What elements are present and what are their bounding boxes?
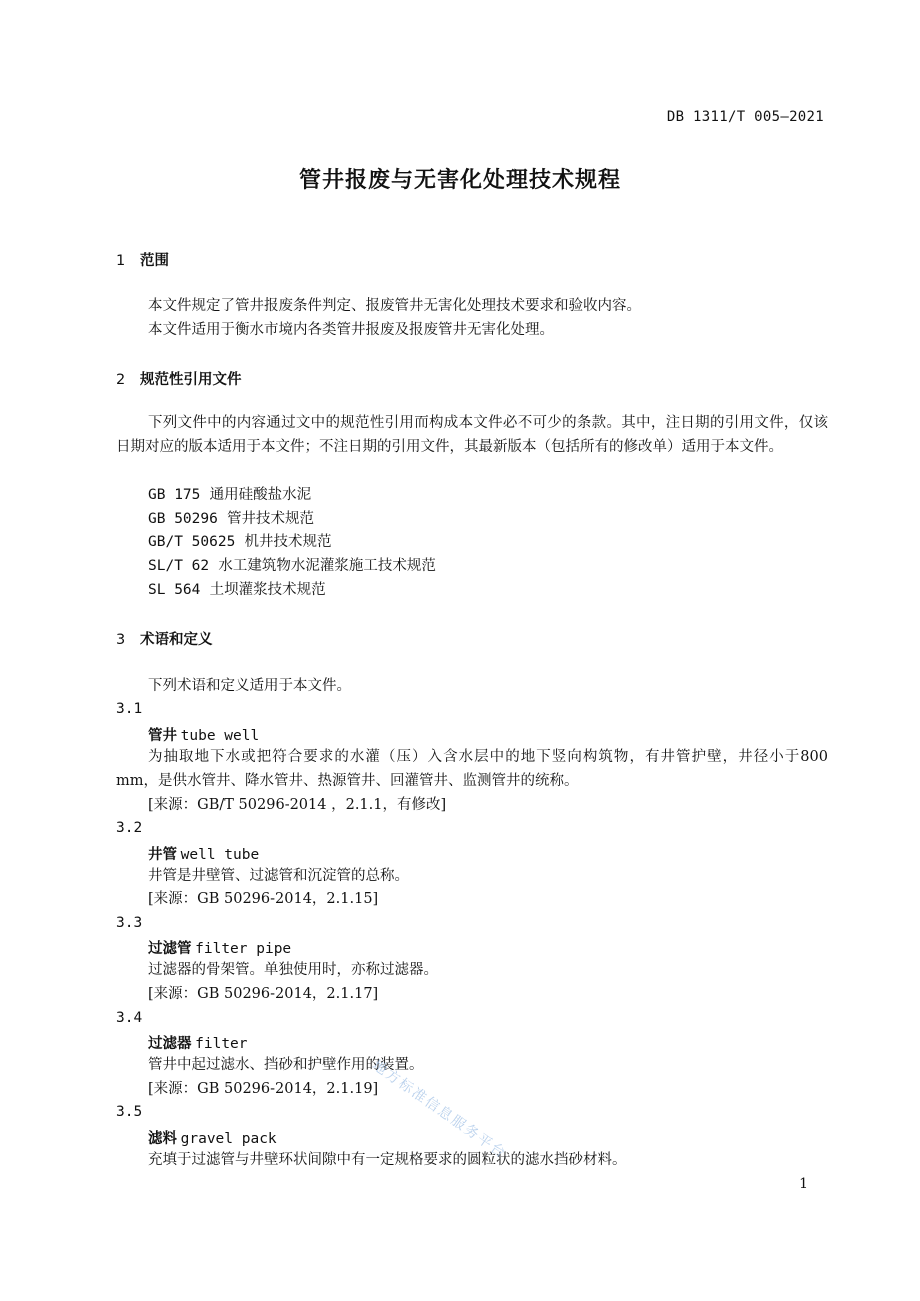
term-heading bbox=[148, 1127, 277, 1148]
term-number: 3.2 bbox=[116, 820, 143, 836]
section-heading-2 bbox=[116, 368, 242, 389]
term-en: tube well bbox=[180, 728, 260, 744]
term-heading bbox=[148, 1032, 248, 1053]
term-source: [来源：GB 50296-2014，2.1.17] bbox=[148, 986, 379, 1002]
reference-code: GB/T 50625 bbox=[148, 534, 236, 550]
section-title: 规范性引用文件 bbox=[140, 372, 242, 388]
reference-code: GB 175 bbox=[148, 487, 201, 503]
page-number: 1 bbox=[799, 1176, 808, 1192]
reference-code: SL 564 bbox=[148, 582, 201, 598]
reference-item bbox=[148, 508, 314, 532]
term-definition: 过滤器的骨架管。单独使用时，亦称过滤器。 bbox=[148, 962, 438, 978]
reference-name: 土坝灌浆技术规范 bbox=[209, 582, 326, 598]
reference-item bbox=[148, 484, 311, 508]
term-heading bbox=[148, 724, 259, 745]
term-zh: 管井 bbox=[148, 728, 177, 744]
section-title: 范围 bbox=[140, 253, 169, 269]
term-definition: 管井中起过滤水、挡砂和护壁作用的装置。 bbox=[148, 1057, 424, 1073]
term-number: 3.1 bbox=[116, 701, 143, 717]
section-number: 1 bbox=[116, 253, 126, 269]
term-zh: 过滤器 bbox=[148, 1036, 192, 1052]
reference-name: 管井技术规范 bbox=[227, 511, 315, 527]
term-definition: 井管是井壁管、过滤管和沉淀管的总称。 bbox=[148, 868, 409, 884]
term-definition: 充填于过滤管与井壁环状间隙中有一定规格要求的圆粒状的滤水挡砂材料。 bbox=[148, 1152, 627, 1168]
term-en: well tube bbox=[180, 847, 260, 863]
term-en: gravel pack bbox=[180, 1131, 277, 1147]
reference-item bbox=[148, 531, 332, 555]
reference-name: 水工建筑物水泥灌浆施工技术规范 bbox=[218, 558, 436, 574]
watermark: 地方标准信息服务平台 bbox=[369, 1057, 510, 1163]
section-heading-1 bbox=[116, 249, 169, 270]
document-code: DB 1311/T 005—2021 bbox=[666, 109, 824, 125]
reference-code: SL/T 62 bbox=[148, 558, 210, 574]
reference-item bbox=[148, 579, 326, 603]
paragraph: 本文件适用于衡水市境内各类管井报废及报废管井无害化处理。 bbox=[148, 322, 554, 338]
section-heading-3 bbox=[116, 628, 213, 649]
term-source: [来源：GB 50296-2014，2.1.19] bbox=[148, 1081, 379, 1097]
paragraph: 本文件规定了管井报废条件判定、报废管井无害化处理技术要求和验收内容。 bbox=[148, 298, 641, 314]
term-zh: 过滤管 bbox=[148, 941, 192, 957]
term-source: [来源：GB/T 50296-2014 ，2.1.1，有修改] bbox=[148, 797, 447, 813]
term-number: 3.5 bbox=[116, 1104, 143, 1120]
term-heading bbox=[148, 843, 259, 864]
reference-code: GB 50296 bbox=[148, 511, 218, 527]
term-zh: 井管 bbox=[148, 847, 177, 863]
document-title: 管井报废与无害化处理技术规程 bbox=[298, 168, 621, 193]
term-source: [来源：GB 50296-2014，2.1.15] bbox=[148, 891, 379, 907]
reference-name: 机井技术规范 bbox=[244, 534, 332, 550]
term-heading bbox=[148, 937, 291, 958]
paragraph: 下列文件中的内容通过文中的规范性引用而构成本文件必不可少的条款。其中，注日期的引用文件，仅该日期对应的版本适用于本文件；不注日期的引用文件，其最新版本（包括所有的修改单）适用于本文件。 bbox=[116, 415, 828, 455]
term-en: filter bbox=[195, 1036, 248, 1052]
term-definition: 为抽取地下水或把符合要求的水灌（压）入含水层中的地下竖向构筑物，有井管护壁，井径小于800 mm，是供水管井、降水管井、热源管井、回灌管井、监测管井的统称。 bbox=[116, 749, 828, 789]
section-number: 2 bbox=[116, 372, 126, 388]
term-en: filter pipe bbox=[195, 941, 292, 957]
term-number: 3.3 bbox=[116, 915, 143, 931]
paragraph: 下列术语和定义适用于本文件。 bbox=[148, 678, 351, 694]
section-number: 3 bbox=[116, 632, 126, 648]
term-number: 3.4 bbox=[116, 1010, 143, 1026]
reference-item bbox=[148, 555, 436, 579]
term-zh: 滤料 bbox=[148, 1131, 177, 1147]
reference-name: 通用硅酸盐水泥 bbox=[209, 487, 312, 503]
section-title: 术语和定义 bbox=[140, 632, 213, 648]
